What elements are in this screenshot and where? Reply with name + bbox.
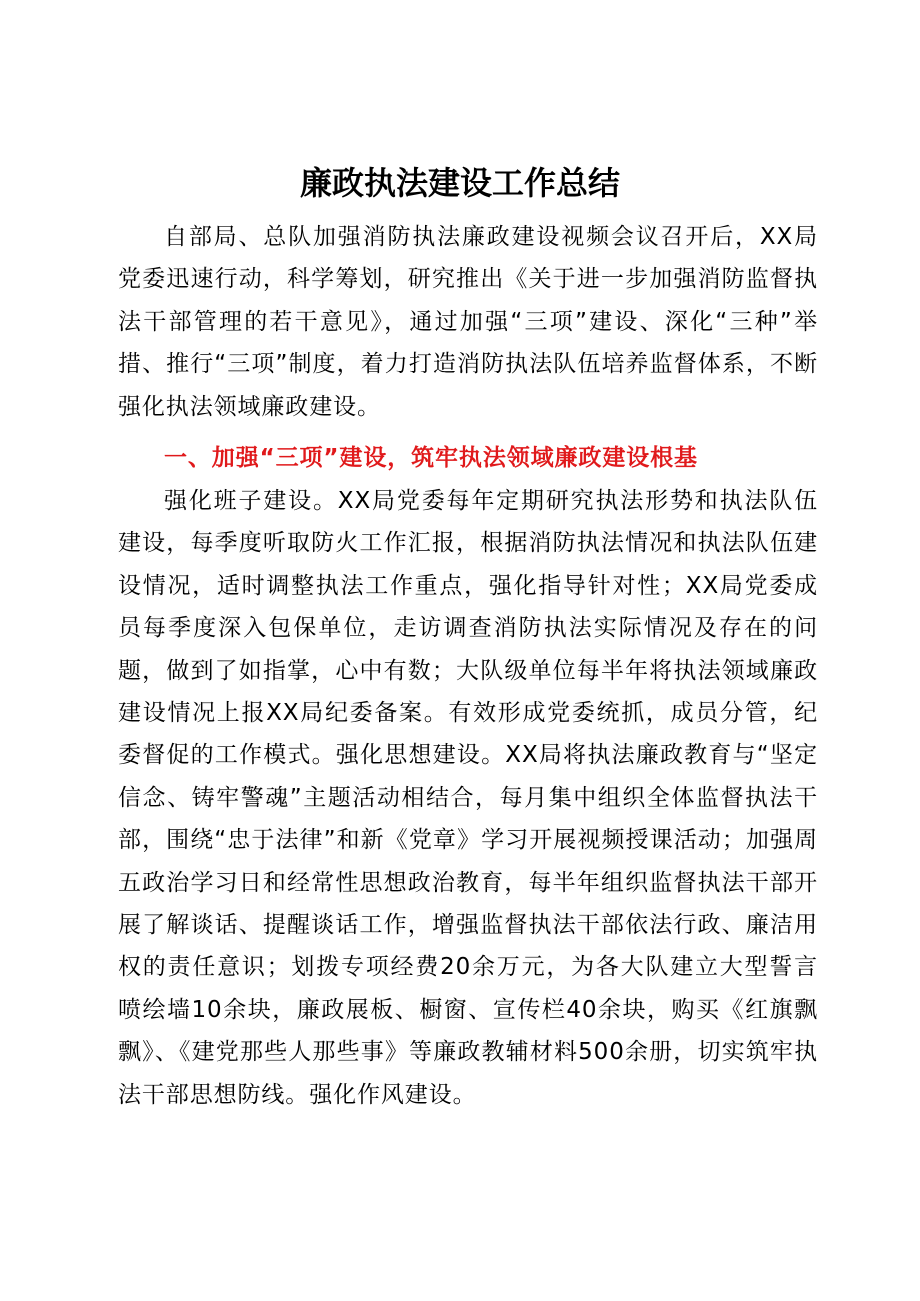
- document-title: 廉政执法建设工作总结: [299, 164, 620, 202]
- section-heading: 一、加强“三项”建设，筑牢执法领域廉政建设根基: [164, 445, 698, 471]
- section-paragraph: 强化班子建设。XX局党委每年定期研究执法形势和执法队伍建设，每季度听取防火工作汇报，根据消防执法情况和执法队伍建设情况，适时调整执法工作重点，强化指导针对性；XX局党委成员每季度深入包保单位，走访调查消防执法实际情况及存在的问题，做到了如指掌，心中有数；大队级单位每半年将执法领域廉政建设情况上报XX局纪委备案。有效形成党委统抓，成员分管，纪委督促的工作模式。强化思想建设。XX局将执法廉政教育与“坚定信念、铸牢警魂”主题活动相结合，每月集中组织全体监督执法干部，围绕“忠于法律”和新《党章》学习开展视频授课活动；加强周五政治学习日和经常性思想政治教育，每半年组织监督执法干部开展了解谈话、提醒谈话工作，增强监督执法干部依法行政、廉洁用权的责任意识；划拨专项经费20余万元，为各大队建立大型誓言喷绘墙10余块，廉政展板、橱窗、宣传栏40余块，购买《红旗飘飘》、《建党那些人那些事》等廉政教辅材料500余册，切实筑牢执法干部思想防线。强化作风建设。: [118, 488, 818, 1108]
- intro-paragraph: 自部局、总队加强消防执法廉政建设视频会议召开后，XX局党委迅速行动，科学筹划，研究推出《关于进一步加强消防监督执法干部管理的若干意见》，通过加强“三项”建设、深化“三种”举措、推行“三项”制度，着力打造消防执法队伍培养监督体系，不断强化执法领域廉政建设。: [118, 224, 818, 420]
